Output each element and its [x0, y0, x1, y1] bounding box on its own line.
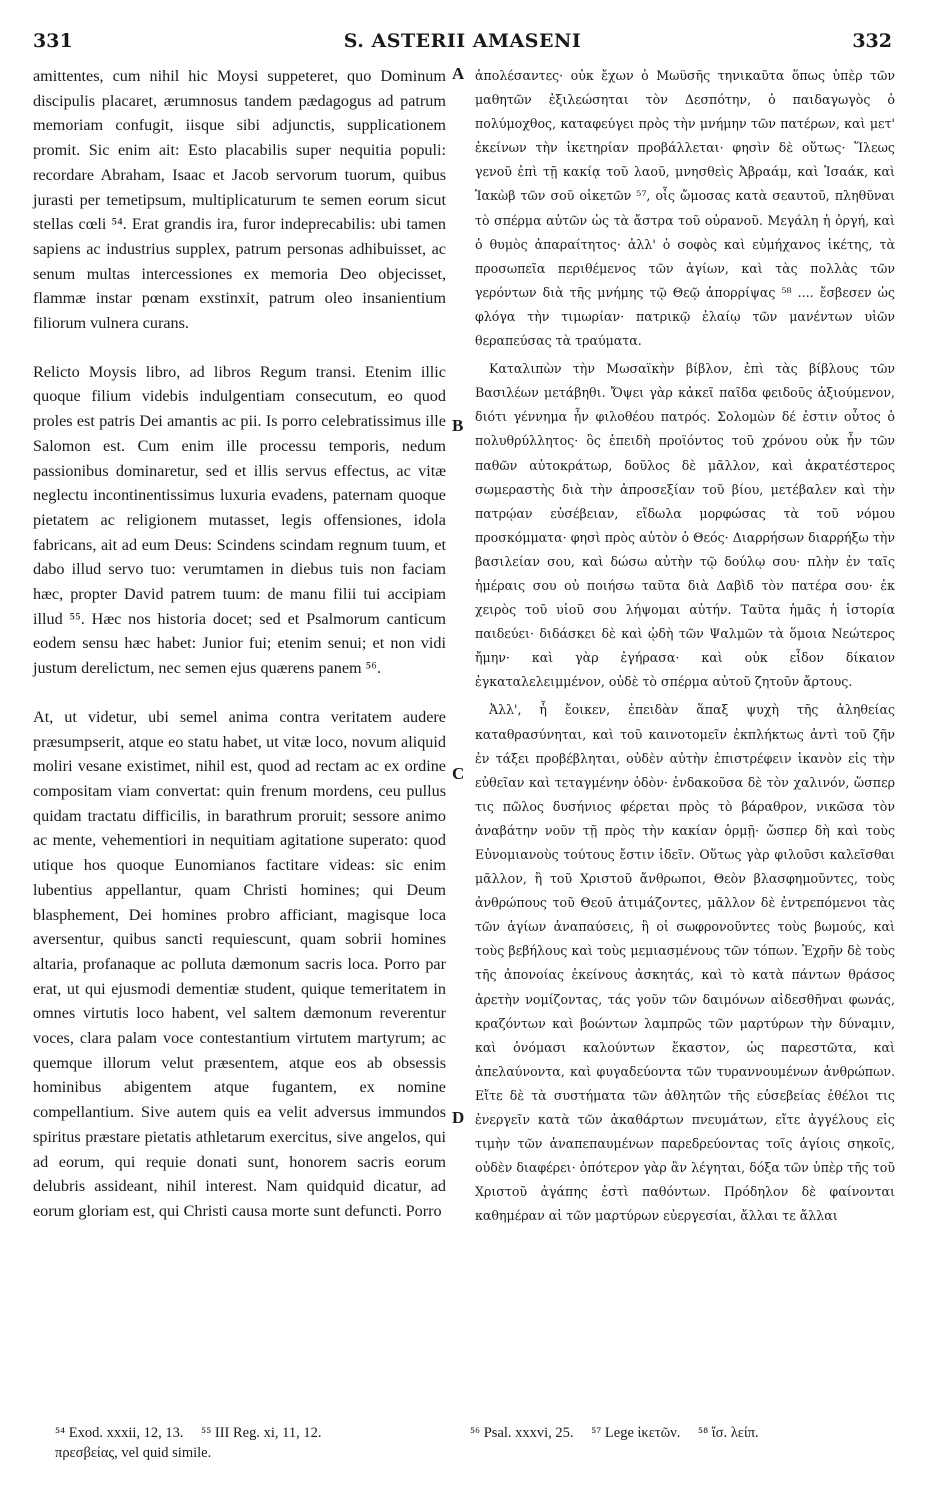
footnote: ⁵⁷ Lege ἱκετῶν. — [591, 1425, 681, 1441]
page-number-right: 332 — [852, 30, 892, 52]
latin-paragraph: amittentes, cum nihil hic Moysi suppeteret, quo Dominum discipulis placaret, ærumnosus tandem pædagogus ad patrum memoriam confugit, iisque sibi adjunctis, supplicationem promit. Sic enim ait: Esto placabilis super nequitia populi: recordare Abraham, Isaac et Jacob servorum tuorum, quibus jurasti per temetipsum, multiplicaturum te semen eorum sicut stellas cœli ⁵⁴. Erat grandis ira, furor indeprecabilis: ubi tamen sapiens ac industrius supplex, patrum personas adhibuisset, ac senum multas intercessiones ex memoria Deo objecisset, flammæ instar pœnam exstinxit, patrum oleo insanientium filiorum vulnera curans. — [33, 67, 446, 333]
section-marker-b: B — [452, 416, 464, 435]
footnote-continuation: πρεσβείας, vel quid simile. — [55, 1445, 212, 1461]
section-marker-c: C — [452, 764, 465, 783]
greek-column — [475, 64, 895, 1229]
greek-paragraph: Ἀλλ', ἧ ἔοικεν, ἐπειδὰν ἅπαξ ψυχὴ τῆς ἀληθείας καταθρασύνηται, καὶ τοῦ καινοτομεῖν ἐκπλήκτως ἀντὶ τοῦ ζῆν ἐν τάξει προβέβληται, οὐδὲν αὐτὴν ἐπιστρέφειν ἱκανὸν εἰς τὴν εὐθεῖαν καὶ τεταγμένην ὁδὸν· ἐνδακοῦσα δὲ τὸν χαλινόν, ὥσπερ τις πῶλος δυσήνιος φέρεται πρὸς τὸ βάραθρον, νικῶσα τὸν ἀναβάτην νοῦν τῇ πρὸς τὴν κακίαν ὁρμῇ· ὥσπερ δὴ καὶ τοὺς Εὐνομιανοὺς τούτους ἔστιν ἰδεῖν. Οὕτως γὰρ φιλοῦσι καλεῖσθαι μᾶλλον, ἢ τοῦ Χριστοῦ ἄνθρωποι, Θεὸν βλασφημοῦντες, τοὺς ἀνθρώπους τοῦ Θεοῦ ἀτιμάζοντες, μᾶλλον δὲ ἐντρεπόμενοι τὰς τῶν ἁγίων ἀναπαύσεις, ἢ οἱ σωφρονοῦντες τοὺς βωμούς, καὶ τοὺς βεβήλους καὶ τοὺς μεμιασμένους τῶν τόπων. Ἐχρῆν δὲ τοὺς τῆς ἀπονοίας ἐκείνους ἀσκητάς, καὶ τὸ κατὰ πάντων θράσος ἀρετὴν νομίζοντας, τάς γοῦν τῶν δαιμόνων αἰδεσθῆναι φωνάς, κραζόντων καὶ βοώντων λαμπρῶς τῶν μαρτύρων τὴν δύναμιν, καὶ ὀνόμασι καλούντων ἕκαστον, ὡς παρεστῶτα, καὶ ἀπελαύνοντα, καὶ φυγαδεύοντα τῶν τυραννουμένων ἀνθρώπων. Εἴτε δὲ τὰ συστήματα τῶν ἀθλητῶν τῆς εὐσεβείας ἐθέλοι τις ἐνεργεῖν κατὰ τῶν ἀκαθάρτων πνευμάτων, εἴτε ἀγγέλους εἰς τιμὴν τῶν ἀναπεπαυμένων παρεδρεύοντας τοῖς ἁγίοις σηκοῖς, οὐδὲν διαφέρει· ὁπότερον γὰρ ἂν λέγηται, δόξα τῶν ὑπὲρ τῆς τοῦ Χριστοῦ ἀγάπης ἐστὶ παθόντων. Πρόδηλον δὲ φαίνονται καθημέραν αἱ τῶν μαρτύρων εὐεργεσίαι, ἄλλαι τε ἄλλαι — [475, 702, 895, 1224]
footnote: ⁵⁴ Exod. xxxii, 12, 13. — [55, 1425, 184, 1441]
greek-paragraph: ἀπολέσαντες· οὐκ ἔχων ὁ Μωϋσῆς τηνικαῦτα ὅπως ὑπὲρ τῶν μαθητῶν ἐξιλεώσηται τὸν Δεσπότην, ὁ παιδαγωγὸς ὁ πολύμοχθος, καταφεύγει πρὸς τὴν μνήμην τῶν πατέρων, καὶ μετ' ἐκείνων τὴν ἱκετηρίαν προβάλλεται· φησὶν δὲ οὕτως· Ἵλεως γενοῦ ἐπὶ τῇ κακίᾳ τοῦ λαοῦ, μνησθεὶς Ἀβραάμ, καὶ Ἰσαάκ, καὶ Ἰακὼβ τῶν σοῦ οἰκετῶν ⁵⁷, οἷς ὤμοσας κατὰ σεαυτοῦ, πληθῦναι τὸ σπέρμα αὐτῶν ὡς τὰ ἄστρα τοῦ οὐρανοῦ. Μεγάλη ἡ ὀργή, καὶ ὁ θυμὸς ἀπαραίτητος· ἀλλ' ὁ σοφὸς καὶ εὐμήχανος ἱκέτης, τὰ προσωπεῖα περιθέμενος τῶν ἁγίων, καὶ τὰς πολλὰς τῶν γερόντων διὰ τῆς μνήμης τῷ Θεῷ ἀπορρίψας ⁵⁸ .... ἔσβεσεν ὡς φλόγα τὴν τιμωρίαν· πατρικῷ ἐλαίῳ τῶν μανέντων υἱῶν θεραπεύσας τὰ τραύματα. — [475, 68, 895, 349]
footnotes-right — [470, 1423, 900, 1443]
footnote: ⁵⁵ III Reg. xi, 11, 12. — [201, 1425, 322, 1441]
section-markers — [446, 64, 472, 1464]
footnote: ⁵⁶ Psal. xxxvi, 25. — [470, 1425, 574, 1441]
page-number-left: 331 — [33, 30, 73, 52]
section-marker-a: A — [452, 64, 465, 83]
latin-paragraph: At, ut videtur, ubi semel anima contra veritatem audere præsumpserit, atque eo statu habet, ut vitæ loco, novum aliquid moliri vesane existimet, nihil est, quod ad rectam ac ex ordine compositam viam convertat: quin frenum mordens, ceu pullus quidam tractatu difficilis, in barathrum proruit; sessore animo ac mente, vehementiori in nequitiam agitatione superato: quod utique hos quoque Eunomianos factitare videas: sic enim lubentius appellantur, quam Christi homines; qui Deum blasphement, Dei homines probro afficiant, magisque loca aversentur, quibus sancti requiescunt, quam sobrii homines altaria, profanaque ac polluta dæmonum sacris loca. Porro par erat, ut qui ejusmodi dementiæ student, quique temeritatem in omnes virtutis loco habent, vel saltem dæmonum reverentur voces, clara palam voce contestantium virtutem martyrum; ac quemque illorum velut præsentem, atque eos ab obsessis hominibus abigentem atque fugantem, ex nomine compellantium. Sive autem quis ea velit adversus immundos spiritus præstare pietatis athletarum exercitus, sive angelos, qui ad eorum, qui requie donati sunt, honorem sacris eorum delubris assideant, nihil interest. Nam quidquid dicatur, ad eorum gloriam est, qui Christi causa morte sunt defuncti. Porro — [33, 707, 446, 1220]
latin-column — [33, 64, 446, 1224]
section-marker-d: D — [452, 1108, 465, 1127]
footnote: ⁵⁸ ἴσ. λείπ. — [698, 1425, 759, 1441]
greek-paragraph: Καταλιπὼν τὴν Μωσαϊκὴν βίβλον, ἐπὶ τὰς βίβλους τῶν Βασιλέων μετάβηθι. Ὄψει γὰρ κἀκεῖ παῖδα φειδοῦς ἀξιούμενον, διότι γέννημα ἦν φιλοθέου πατρός. Σολομὼν δέ ἐστιν οὗτος ὁ πολυθρύλλητος· ὃς ἐπειδὴ προϊόντος τοῦ χρόνου οὐκ ἦν τῶν παθῶν αὐτοκράτωρ, δοῦλος δὲ μᾶλλον, καὶ ἀκρατέστερος σωμεραστὴς διὰ τὴν ἀπροσεξίαν τοῦ βίου, μετέβαλεν καὶ τὴν πατρῴαν εὐσέβειαν, εἴδωλα μορφώσας τὰ τοῦ νόμου προσκόμματα· φησὶ πρὸς αὐτὸν ὁ Θεός· Διαρρήσων διαρρήξω τὴν βασιλείαν σου, καὶ δώσω αὐτὴν τῷ δούλῳ σου· πλὴν ἐν ταῖς ἡμέραις σου οὐ ποιήσω ταῦτα διὰ Δαβὶδ τὸν πατέρα σου· ἐκ χειρὸς τοῦ υἱοῦ σου λήψομαι αὐτήν. Ταῦτα ἡμᾶς ἡ ἱστορία παιδεύει· διδάσκει δὲ καὶ ᾠδὴ τῶν Ψαλμῶν τὰ ὅμοια Νεώτερος ἤμην· καὶ γὰρ ἐγήρασα· καὶ οὐκ εἶδον δίκαιον ἐγκαταλελειμμένον, οὐδὲ τὸ σπέρμα αὐτοῦ ζητοῦν ἄρτους. — [475, 361, 895, 690]
latin-paragraph: Relicto Moysis libro, ad libros Regum transi. Etenim illic quoque filium videbis indulgentiam consecutum, eo quod proles est patris Dei amantis ac pii. Is porro celebratissimus ille Salomon est. Cum enim ille processu temporis, nedum passionibus dominaretur, sed et illis servus effectus, ac vitæ neglectu incontinentissimus luxuria evadens, paternam quoque pietatem ac religionem mutasset, legis offensiones, idola fabricans, ait ad eum Deus: Scindens scindam regnum tuum, et dabo illud servo tuo: verumtamen in diebus tuis non faciam hæc, propter David patrem tuum: de manu filii tui accipiam illud ⁵⁵. Hæc nos historia docet; sed et Psalmorum canticum eodem sensu hæc habet: Junior fui; etenim senui; et non vidi justum derelictum, nec semen ejus quærens panem ⁵⁶. — [33, 362, 446, 678]
running-header — [0, 30, 925, 54]
footnotes-left — [55, 1423, 455, 1463]
running-title: S. ASTERII AMASENI — [343, 30, 582, 52]
